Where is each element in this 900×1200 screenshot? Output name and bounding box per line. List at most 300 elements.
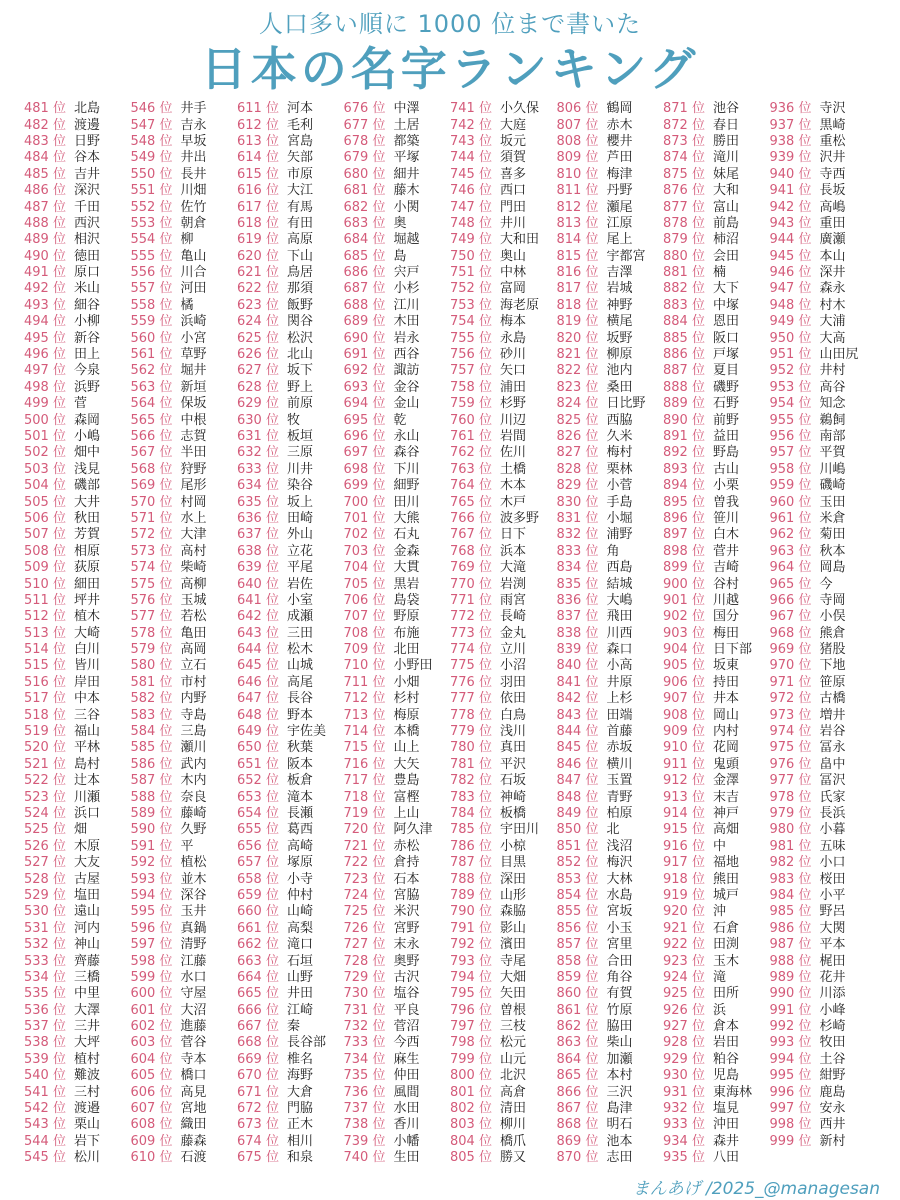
rank-number: 847 位 [556,773,599,789]
rank-number: 498 位 [24,379,66,395]
surname: 寺岡 [819,592,846,608]
surname: 森谷 [393,445,420,461]
ranking-row [450,953,557,969]
rank-number: 511 位 [24,592,66,608]
surname: 吉井 [74,166,101,182]
ranking-row [131,101,238,117]
surname: 井手 [180,101,207,117]
surname: 今 [819,576,833,592]
surname: 依田 [500,691,527,707]
ranking-row [344,970,451,986]
surname: 石野 [713,396,740,412]
rank-number: 662 位 [237,937,279,953]
rank-number: 889 位 [663,396,705,412]
ranking-row [663,871,770,887]
rank-number: 678 位 [343,133,386,149]
surname: 海野 [287,1068,314,1084]
surname: 大江 [287,183,314,199]
ranking-row [450,822,557,838]
rank-number: 680 位 [343,166,386,182]
surname: 田所 [713,986,740,1002]
surname: 加瀬 [606,1051,633,1067]
surname: 奥 [393,215,407,231]
surname: 有田 [287,215,314,231]
ranking-row [770,1134,877,1150]
surname: 玉井 [180,904,207,920]
ranking-row [450,1019,557,1035]
ranking-row [770,888,877,904]
ranking-row [770,642,877,658]
ranking-row [131,265,238,281]
surname: 松川 [74,1150,101,1166]
surname: 浜 [713,1002,727,1018]
ranking-row [770,937,877,953]
rank-number: 829 位 [556,478,599,494]
rank-number: 981 位 [769,838,812,854]
surname: 牧田 [819,1035,846,1051]
surname: 河本 [287,101,314,117]
ranking-row [131,937,238,953]
surname: 大和田 [500,232,540,248]
surname: 櫻井 [606,133,633,149]
ranking-column [450,101,557,1174]
ranking-row [131,757,238,773]
surname: 川瀬 [74,789,101,805]
ranking-row [557,1068,664,1084]
rank-number: 686 位 [343,265,386,281]
rank-number: 554 位 [130,232,173,248]
ranking-row [770,658,877,674]
rank-number: 706 位 [343,592,386,608]
rank-number: 820 位 [556,330,599,346]
ranking-row [557,855,664,871]
ranking-row [344,199,451,215]
rank-number: 735 位 [343,1068,386,1084]
ranking-row [450,511,557,527]
surname: 梅津 [606,166,633,182]
ranking-row [663,970,770,986]
surname: 柳川 [500,1117,527,1133]
surname: 菅谷 [180,1035,207,1051]
rank-number: 505 位 [24,494,66,510]
surname: 宮地 [180,1101,207,1117]
surname: 大坪 [74,1035,101,1051]
surname: 川井 [287,461,314,477]
ranking-row [344,888,451,904]
rank-number: 746 位 [450,183,492,199]
surname: 中里 [74,986,101,1002]
rank-number: 998 位 [769,1117,812,1133]
surname: 長崎 [500,609,527,625]
surname: 横川 [606,756,633,772]
ranking-row [24,1035,131,1051]
rank-number: 876 位 [663,183,705,199]
surname: 倉持 [393,855,420,871]
surname: 芦田 [606,150,633,166]
ranking-row [770,1002,877,1018]
rank-number: 699 位 [343,478,386,494]
ranking-row [24,576,131,592]
surname: 徳田 [74,248,101,264]
surname: 河田 [180,281,207,297]
surname: 古沢 [393,969,420,985]
rank-number: 586 位 [130,756,173,772]
rank-number: 918 位 [663,871,705,887]
ranking-row [663,298,770,314]
surname: 高谷 [819,379,846,395]
rank-number: 700 位 [343,494,386,510]
rank-number: 644 位 [237,642,279,658]
ranking-row [237,494,344,510]
ranking-row [131,1134,238,1150]
surname: 赤松 [393,838,420,854]
ranking-row [344,101,451,117]
rank-number: 546 位 [130,101,173,117]
surname: 小暮 [819,822,846,838]
rank-number: 543 位 [24,1117,66,1133]
ranking-row [24,740,131,756]
surname: 渡邉 [74,1101,101,1117]
ranking-row [663,773,770,789]
surname: 浅見 [74,461,101,477]
surname: 岩永 [393,330,420,346]
ranking-row [557,527,664,543]
rank-number: 768 位 [450,543,492,559]
rank-number: 580 位 [130,658,173,674]
surname: 板橋 [500,805,527,821]
ranking-row [237,363,344,379]
ranking-row [663,380,770,396]
rank-number: 561 位 [130,347,173,363]
rank-number: 835 位 [556,576,599,592]
ranking-row [663,675,770,691]
surname: 岩間 [500,429,527,444]
surname: 土橋 [500,461,527,477]
rank-number: 643 位 [237,625,279,641]
ranking-row [663,544,770,560]
ranking-row [237,953,344,969]
surname: 岩谷 [819,724,846,740]
surname: 大矢 [393,756,420,772]
ranking-row [450,1101,557,1117]
surname: 米倉 [819,510,846,526]
surname: 佐川 [500,445,527,461]
rank-number: 831 位 [556,510,599,526]
ranking-row [450,199,557,215]
surname: 長浜 [819,805,846,821]
rank-number: 771 位 [450,592,492,608]
surname: 阿久津 [393,822,433,838]
ranking-row [770,1052,877,1068]
ranking-row [663,363,770,379]
ranking-row [237,1052,344,1068]
surname: 末吉 [713,789,740,805]
ranking-row [770,101,877,117]
surname: 春日 [713,117,740,133]
rank-number: 667 位 [237,1019,279,1035]
surname: 河内 [74,920,101,936]
surname: 石坂 [500,773,527,789]
ranking-row [131,412,238,428]
surname: 笹川 [713,510,740,526]
ranking-row [770,986,877,1002]
ranking-row [237,1150,344,1166]
surname: 細田 [74,576,101,592]
rank-number: 840 位 [556,658,599,674]
surname: 大下 [713,281,740,297]
ranking-row [344,724,451,740]
rank-number: 715 位 [343,740,386,756]
ranking-row [557,658,664,674]
surname: 滝口 [287,937,314,953]
rank-number: 979 位 [769,805,812,821]
rank-number: 526 位 [24,838,66,854]
rank-number: 572 位 [130,527,173,543]
rank-number: 867 位 [556,1101,599,1117]
rank-number: 924 位 [663,969,705,985]
surname: 坂上 [287,494,314,510]
surname: 清野 [180,937,207,953]
ranking-row [663,101,770,117]
rank-number: 503 位 [24,461,66,477]
rank-number: 780 位 [450,740,492,756]
surname: 東海林 [713,1084,753,1100]
rank-number: 698 位 [343,461,386,477]
surname: 風間 [393,1084,420,1100]
ranking-row [663,626,770,642]
rank-number: 927 位 [663,1019,705,1035]
ranking-row [663,904,770,920]
ranking-row [663,462,770,478]
surname: 磯崎 [819,478,846,494]
ranking-row [663,347,770,363]
ranking-row [770,822,877,838]
ranking-row [237,724,344,740]
rank-number: 582 位 [130,691,173,707]
ranking-row [557,134,664,150]
rank-number: 658 位 [237,871,279,887]
ranking-row [344,183,451,199]
surname: 坂元 [500,133,527,149]
surname: 福地 [713,855,740,871]
surname: 小栗 [713,478,740,494]
ranking-row [663,888,770,904]
rank-number: 509 位 [24,560,66,576]
surname: 平本 [819,937,846,953]
surname: 浜本 [500,543,527,559]
ranking-row [237,839,344,855]
surname: 川畑 [180,183,207,199]
ranking-row [557,675,664,691]
ranking-row [770,216,877,232]
rank-number: 595 位 [130,904,173,920]
ranking-row [237,773,344,789]
surname: 立石 [180,658,207,674]
surname: 葛西 [287,822,314,838]
ranking-row [24,117,131,133]
surname: 菊田 [819,527,846,543]
ranking-row [770,429,877,445]
rank-number: 937 位 [769,117,812,133]
ranking-row [450,249,557,265]
surname: 早坂 [180,133,207,149]
rank-number: 556 位 [130,265,173,281]
ranking-row [663,1019,770,1035]
rank-number: 633 位 [237,461,279,477]
ranking-row [770,626,877,642]
rank-number: 789 位 [450,887,492,903]
ranking-row [344,281,451,297]
rank-number: 521 位 [24,756,66,772]
rank-number: 793 位 [450,953,492,969]
ranking-row [131,478,238,494]
ranking-row [131,183,238,199]
ranking-row [557,1150,664,1166]
rank-number: 817 位 [556,281,599,297]
surname: 大浦 [819,314,846,330]
ranking-row [344,675,451,691]
rank-number: 661 位 [237,920,279,936]
rank-number: 551 位 [130,183,173,199]
ranking-row [663,1035,770,1051]
rank-number: 956 位 [769,429,812,444]
surname: 児島 [713,1068,740,1084]
ranking-row [663,724,770,740]
rank-number: 524 位 [24,805,66,821]
rank-number: 683 位 [343,215,386,231]
rank-number: 726 位 [343,920,386,936]
surname: 海老原 [500,297,540,313]
ranking-row [237,249,344,265]
rank-number: 764 位 [450,478,492,494]
ranking-row [663,527,770,543]
ranking-row [131,396,238,412]
ranking-row [131,445,238,461]
ranking-row [770,249,877,265]
ranking-row [450,724,557,740]
surname: 亀田 [180,625,207,641]
rank-number: 815 位 [556,248,599,264]
ranking-row [24,855,131,871]
ranking-row [24,593,131,609]
rank-number: 877 位 [663,199,705,215]
surname: 川合 [180,265,207,281]
ranking-row [770,347,877,363]
surname: 小野田 [393,658,433,674]
rank-number: 790 位 [450,904,492,920]
rank-number: 648 位 [237,707,279,723]
ranking-row [663,1117,770,1133]
ranking-row [24,462,131,478]
rank-number: 886 位 [663,347,705,363]
surname: 深沢 [74,183,101,199]
rank-number: 603 位 [130,1035,173,1051]
ranking-row [237,330,344,346]
rank-number: 548 位 [130,133,173,149]
ranking-row [131,1101,238,1117]
rank-number: 859 位 [556,969,599,985]
ranking-row [450,691,557,707]
rank-number: 571 位 [130,510,173,526]
rank-number: 532 位 [24,937,66,953]
ranking-row [557,380,664,396]
ranking-row [24,691,131,707]
rank-number: 842 位 [556,691,599,707]
rank-number: 616 位 [237,183,279,199]
surname: 三原 [287,445,314,461]
ranking-row [237,921,344,937]
ranking-row [24,363,131,379]
ranking-row [24,167,131,183]
ranking-row [557,626,664,642]
surname: 勝又 [500,1150,527,1166]
ranking-row [557,183,664,199]
surname: 神戸 [713,805,740,821]
ranking-row [557,1035,664,1051]
page-title: 日本の名字ランキング [200,42,700,96]
rank-number: 882 位 [663,281,705,297]
rank-number: 522 位 [24,773,66,789]
ranking-row [24,478,131,494]
ranking-row [131,150,238,166]
surname: 下川 [393,461,420,477]
rank-number: 813 位 [556,215,599,231]
surname: 奈良 [180,789,207,805]
ranking-row [131,494,238,510]
rank-number: 655 位 [237,822,279,838]
surname: 守屋 [180,986,207,1002]
surname: 藤木 [393,183,420,199]
surname: 廣瀬 [819,232,846,248]
surname: 平林 [74,740,101,756]
rank-number: 766 位 [450,510,492,526]
surname: 三枝 [500,1019,527,1035]
surname: 並木 [180,871,207,887]
surname: 大崎 [74,625,101,641]
surname: 秦 [287,1019,301,1035]
surname: 中澤 [393,101,420,117]
rank-number: 767 位 [450,527,492,543]
surname: 井出 [180,150,207,166]
ranking-row [131,380,238,396]
rank-number: 617 位 [237,199,279,215]
surname: 辻本 [74,773,101,789]
ranking-row [237,101,344,117]
surname: 北沢 [500,1068,527,1084]
rank-number: 607 位 [130,1101,173,1117]
rank-number: 492 位 [24,281,66,297]
surname: 浦野 [606,527,633,543]
ranking-row [24,560,131,576]
ranking-row [450,707,557,723]
surname: 若松 [180,609,207,625]
ranking-row [663,560,770,576]
surname: 今泉 [74,363,101,379]
ranking-row [24,1101,131,1117]
rank-number: 757 位 [450,363,492,379]
surname: 熊田 [713,871,740,887]
rank-number: 712 位 [343,691,386,707]
surname: 森脇 [500,904,527,920]
surname: 下山 [287,248,314,264]
rank-number: 552 位 [130,199,173,215]
surname: 藤崎 [180,805,207,821]
ranking-row [770,953,877,969]
rank-number: 940 位 [769,166,812,182]
rank-number: 854 位 [556,887,599,903]
surname: 川嶋 [819,461,846,477]
rank-number: 821 位 [556,347,599,363]
